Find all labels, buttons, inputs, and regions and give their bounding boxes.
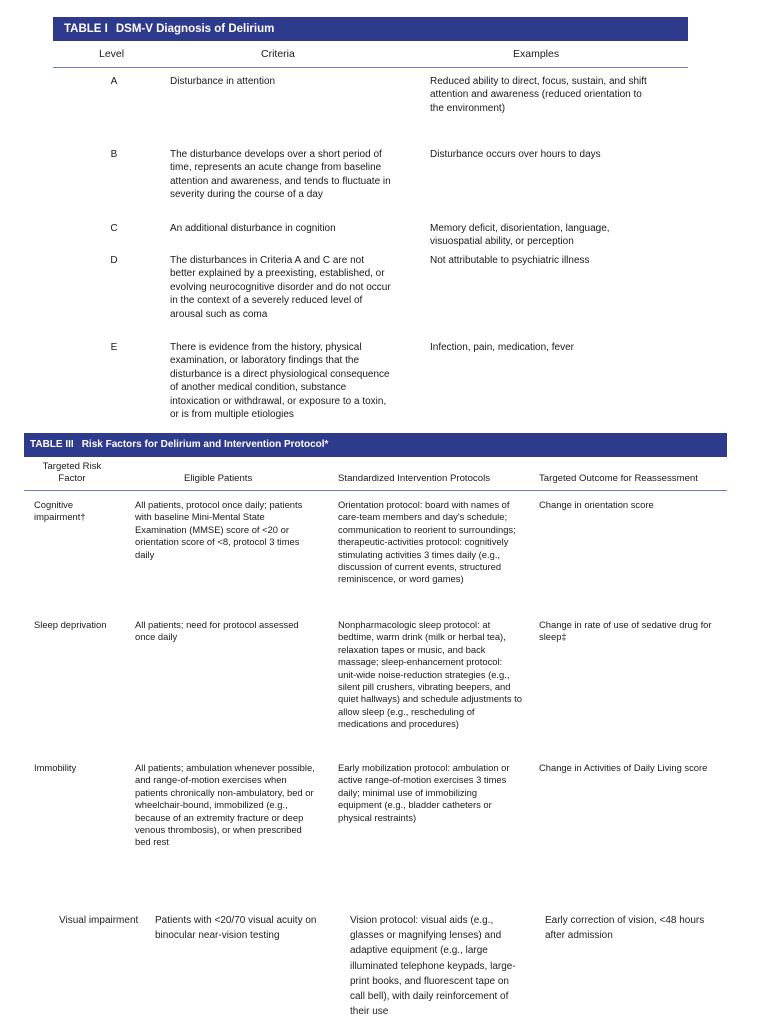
table-1-body: [53, 68, 688, 443]
examples-cell: Disturbance occurs over hours to days: [430, 149, 601, 160]
outcome-cell: Change in rate of use of sedative drug for sleep‡: [539, 619, 712, 643]
header-targeted-outcome: Targeted Outcome for Reassessment: [539, 473, 698, 484]
outcome-cell: Change in orientation score: [539, 499, 654, 510]
examples-cell: Memory deficit, disorientation, language, visuospatial ability, or perception: [430, 223, 610, 248]
criteria-cell: An additional disturbance in cognition: [170, 223, 336, 234]
table-1-title: [53, 17, 688, 41]
risk-factor-cell: Visual impairment: [59, 915, 139, 926]
table-3-title: [24, 433, 727, 457]
eligible-patients-cell: All patients; need for protocol assessed once daily: [135, 619, 299, 643]
table-3-caption: Risk Factors for Delirium and Intervention Protocol*: [81, 439, 329, 450]
protocol-cell: Orientation protocol: board with names of care-team members and day's schedule; communication to reorient to surroundings; therapeutic-activities protocol: cognitively stimulating activities 3 times daily (e.g., discussion of current events, structured reminiscence, or word games): [338, 499, 516, 585]
risk-factor-cell: Sleep deprivation: [34, 619, 107, 630]
criteria-cell: There is evidence from the history, physical examination, or laboratory findings that the disturbance is a direct physiological consequence of another medical condition, substance intoxication or withdrawal, or exposure to a toxin, or is from multiple etiologies: [170, 342, 390, 421]
eligible-patients-cell: Patients with <20/70 visual acuity on binocular near-vision testing: [155, 915, 317, 942]
table-1: [53, 17, 688, 443]
eligible-patients-cell: All patients, protocol once daily; patients with baseline Mini-Mental State Examination (MMSE) score of <20 or orientation score of <8, protocol 3 times daily: [135, 499, 303, 560]
outcome-cell: Change in Activities of Daily Living score: [539, 762, 708, 773]
examples-cell: Not attributable to psychiatric illness: [430, 255, 590, 266]
protocol-cell: Nonpharmacologic sleep protocol: at bedtime, warm drink (milk or herbal tea), relaxation tapes or music, and back massage; sleep-enhancement protocol: unit-wide noise-reduction strategies (e.g., silent pill crushers, vibrating beepers, and quiet hallways) and schedule adjustments to allow sleep (e.g., rescheduling of medications and procedures): [338, 619, 522, 730]
risk-factor-cell: Cognitive impairment†: [34, 499, 86, 523]
table-3-header-row: [24, 457, 727, 491]
table-3-body: [24, 491, 727, 863]
table-3: [24, 433, 727, 863]
criteria-cell: The disturbances in Criteria A and C are not better explained by a preexisting, established, or evolving neurocognitive disorder and do not occur in the context of a severely reduced level of arousal such as coma: [170, 255, 391, 320]
criteria-cell: The disturbance develops over a short period of time, represents an acute change from baseline attention and awareness, and tends to fluctuate in severity during the course of a day: [170, 149, 391, 201]
criteria-cell: Disturbance in attention: [170, 76, 276, 87]
header-examples: Examples: [513, 48, 560, 60]
header-targeted-risk-factor: Targeted Risk Factor: [42, 461, 102, 484]
level-cell: E: [110, 342, 118, 353]
level-cell: A: [110, 76, 118, 87]
risk-factor-cell: Immobility: [34, 762, 77, 773]
level-cell: B: [110, 149, 118, 160]
header-level: Level: [99, 48, 125, 60]
examples-cell: Infection, pain, medication, fever: [430, 342, 574, 353]
table-1-caption: DSM-V Diagnosis of Delirium: [115, 23, 275, 35]
header-intervention-protocols: Standardized Intervention Protocols: [338, 473, 490, 484]
level-cell: C: [110, 223, 118, 234]
level-cell: D: [110, 255, 118, 266]
examples-cell: Reduced ability to direct, focus, sustain, and shift attention and awareness (reduced orientation to the environment): [430, 76, 647, 114]
table-3-continuation: [0, 905, 768, 1024]
table-1-number: TABLE I: [64, 23, 108, 35]
header-criteria: Criteria: [261, 48, 295, 60]
outcome-cell: Early correction of vision, <48 hours after admission: [545, 915, 705, 942]
eligible-patients-cell: All patients; ambulation whenever possible, and range-of-motion exercises when patients chronically non-ambulatory, bed or wheelchair-bound, immobilized (e.g., because of an extremity fracture or deep venous thrombosis), or when prescribed bed rest: [135, 762, 315, 848]
table-3-number: TABLE III: [30, 439, 74, 450]
protocol-cell: Vision protocol: visual aids (e.g., glasses or magnifying lenses) and adaptive equipment (e.g., large illuminated telephone keypads, large-print books, and fluorescent tape on call bell), with daily reinforcement of their use: [350, 915, 516, 1018]
header-eligible-patients: Eligible Patients: [184, 473, 253, 484]
protocol-cell: Early mobilization protocol: ambulation or active range-of-motion exercises 3 times daily; minimal use of immobilizing equipment (e.g., bladder catheters or physical restraints): [338, 762, 510, 823]
table-1-header-row: [53, 41, 688, 68]
